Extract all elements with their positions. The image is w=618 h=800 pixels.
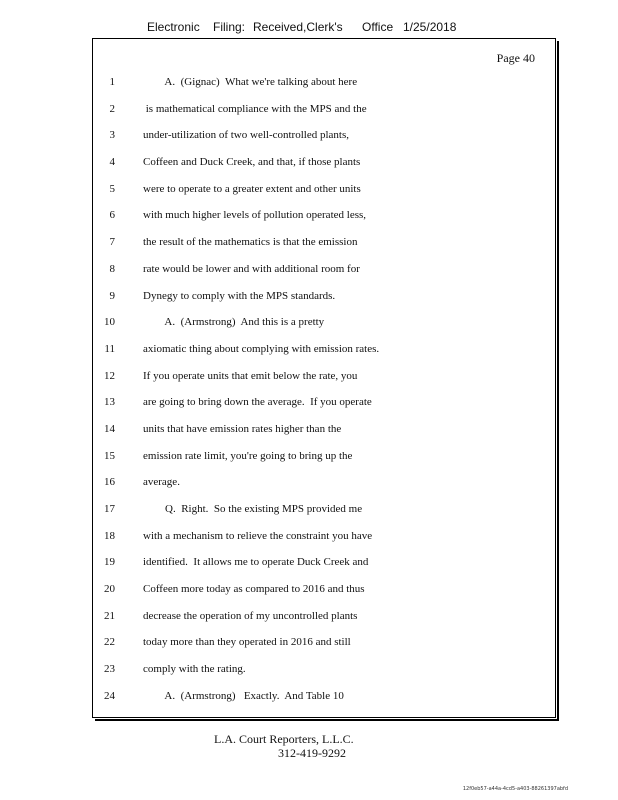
transcript-line bbox=[93, 419, 555, 446]
line-number: 20 bbox=[104, 583, 115, 596]
transcript-line bbox=[93, 339, 555, 366]
transcript-line bbox=[93, 259, 555, 286]
transcript-page-frame bbox=[92, 38, 556, 718]
line-number: 12 bbox=[104, 369, 115, 382]
document-hash: 12f0eb57-a44a-4cd5-a403-88261397abfd bbox=[462, 786, 568, 792]
header-filing: Filing: bbox=[213, 20, 246, 34]
line-text: comply with the rating. bbox=[143, 663, 246, 676]
footer-company: L.A. Court Reporters, L.L.C. bbox=[214, 732, 354, 746]
line-number: 9 bbox=[109, 289, 115, 302]
line-text: Coffeen more today as compared to 2016 and thus bbox=[143, 583, 365, 596]
footer-phone: 312-419-9292 bbox=[278, 746, 346, 760]
transcript-line bbox=[93, 499, 555, 526]
transcript-line bbox=[93, 552, 555, 579]
line-number: 19 bbox=[104, 556, 115, 569]
transcript-line bbox=[93, 392, 555, 419]
header-date: 1/25/2018 bbox=[403, 20, 457, 34]
transcript-line bbox=[93, 526, 555, 553]
transcript-line bbox=[93, 366, 555, 393]
line-text: under-utilization of two well-controlled plants, bbox=[143, 129, 349, 142]
line-number: 13 bbox=[104, 396, 115, 409]
line-number: 16 bbox=[104, 476, 115, 489]
line-number: 1 bbox=[109, 76, 115, 88]
line-number: 2 bbox=[109, 102, 115, 115]
line-text: average. bbox=[143, 476, 180, 489]
transcript-lines bbox=[93, 72, 555, 713]
line-number: 6 bbox=[109, 209, 115, 222]
line-number: 10 bbox=[104, 316, 115, 329]
transcript-line bbox=[93, 472, 555, 499]
line-text: is mathematical compliance with the MPS and the bbox=[143, 102, 367, 115]
line-text: with much higher levels of pollution operated less, bbox=[143, 209, 367, 222]
transcript-line bbox=[93, 686, 555, 713]
transcript-line bbox=[93, 205, 555, 232]
line-text: identified. It allows me to operate Duck Creek and bbox=[143, 556, 369, 569]
line-number: 24 bbox=[104, 689, 115, 702]
filing-stamp-header bbox=[0, 20, 618, 38]
line-text: with a mechanism to relieve the constraint you have bbox=[143, 529, 373, 542]
transcript-line bbox=[93, 286, 555, 313]
line-text: decrease the operation of my uncontrolled plants bbox=[143, 609, 358, 622]
line-number: 14 bbox=[104, 422, 115, 435]
line-text: are going to bring down the average. If you operate bbox=[143, 396, 372, 409]
header-office: Office bbox=[362, 20, 394, 34]
line-number: 15 bbox=[104, 449, 115, 462]
line-number: 23 bbox=[104, 663, 115, 676]
line-number: 8 bbox=[109, 262, 115, 275]
line-text: units that have emission rates higher than the bbox=[143, 422, 342, 435]
transcript-line bbox=[93, 99, 555, 126]
transcript-line bbox=[93, 232, 555, 259]
transcript-line bbox=[93, 659, 555, 686]
header-electronic: Electronic bbox=[147, 20, 200, 34]
line-text: the result of the mathematics is that the emission bbox=[143, 236, 358, 249]
line-number: 3 bbox=[109, 129, 115, 142]
transcript-line bbox=[93, 125, 555, 152]
transcript-line bbox=[93, 72, 555, 99]
line-text: If you operate units that emit below the rate, you bbox=[143, 369, 358, 382]
page-number: Page 40 bbox=[496, 51, 535, 65]
line-number: 22 bbox=[104, 636, 115, 649]
line-number: 17 bbox=[104, 503, 115, 515]
line-number: 11 bbox=[104, 342, 115, 355]
line-text: rate would be lower and with additional room for bbox=[143, 262, 360, 275]
transcript-line bbox=[93, 632, 555, 659]
line-text: A. (Armstrong) Exactly. And Table 10 bbox=[143, 689, 344, 702]
line-number: 5 bbox=[109, 182, 115, 195]
transcript-line bbox=[93, 579, 555, 606]
transcript-line bbox=[93, 446, 555, 473]
line-text: emission rate limit, you're going to bring up the bbox=[143, 449, 353, 462]
line-number: 7 bbox=[109, 236, 115, 249]
line-text: A. (Armstrong) And this is a pretty bbox=[143, 316, 325, 329]
line-number: 18 bbox=[104, 529, 115, 542]
line-text: A. (Gignac) What we're talking about here bbox=[143, 76, 358, 88]
line-number: 21 bbox=[104, 609, 115, 622]
line-text: Q. Right. So the existing MPS provided me bbox=[143, 503, 363, 515]
line-text: were to operate to a greater extent and other units bbox=[143, 182, 361, 195]
line-number: 4 bbox=[109, 156, 115, 169]
line-text: Dynegy to comply with the MPS standards. bbox=[143, 289, 336, 302]
header-received: Received,Clerk's bbox=[253, 20, 343, 34]
transcript-line bbox=[93, 312, 555, 339]
transcript-line bbox=[93, 152, 555, 179]
line-text: axiomatic thing about complying with emission rates. bbox=[143, 342, 380, 355]
line-text: today more than they operated in 2016 and still bbox=[143, 636, 351, 649]
line-text: Coffeen and Duck Creek, and that, if those plants bbox=[143, 156, 361, 169]
transcript-line bbox=[93, 606, 555, 633]
transcript-line bbox=[93, 179, 555, 206]
